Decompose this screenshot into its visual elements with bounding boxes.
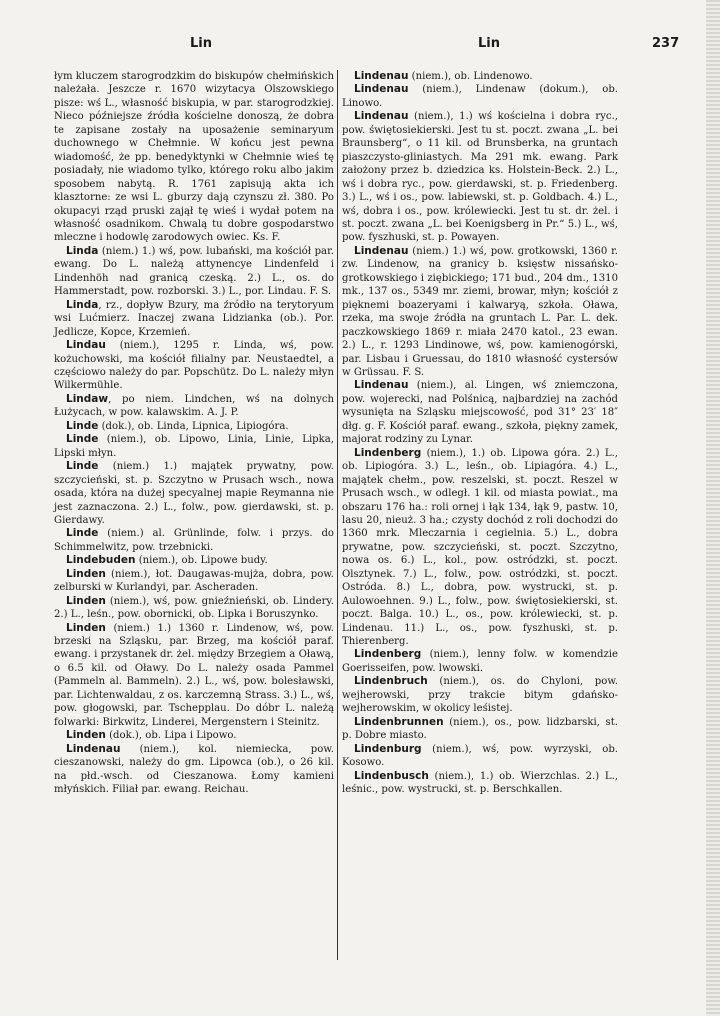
entry-text: (niem.) 1.) majątek prywatny, pow. szczycieński, st. p. Szczytno w Prusach wsch., nowa osada, która na dużej specyalnej mapie Reymanna nie jest zaznaczona. 2.) L., folw., pow. gierdawski, st. p. Gierdawy.: [54, 461, 334, 526]
entry-text: (niem.), ob. Lipowo, Linia, Linie, Lipka, Lipski młyn.: [54, 434, 334, 459]
dictionary-entry: [54, 339, 334, 393]
entry-text: (niem.) 1.) wś, pow. lubański, ma kościół par. ewang. Do L. należą attynencye Lindenfeld i Lindenhöh nad granicą czeską. 2.) L., os. do Hammerstadt, pow. rozborski. 3.) L., por. Lindau. F. S.: [54, 245, 334, 298]
entry-headword: Linde: [66, 460, 99, 473]
entry-text: , po niem. Lindchen, wś na dolnych Łużycach, w pow. kalawskim. A. J. P.: [54, 393, 334, 419]
entry-headword: Lindenau: [354, 110, 409, 123]
dictionary-entry: [54, 299, 334, 339]
dictionary-entry: [54, 729, 334, 742]
entry-headword: Lindau: [66, 339, 106, 352]
dictionary-entry: [54, 433, 334, 460]
entry-text: (dok.), ob. Linda, Lipnica, Lipiogóra.: [98, 420, 289, 432]
entry-headword: Lindenbusch: [354, 769, 429, 782]
dictionary-entry: [342, 447, 618, 649]
dictionary-entry: [342, 716, 618, 743]
entry-headword: Linden: [66, 567, 106, 580]
entry-headword: Linda: [66, 298, 99, 311]
dictionary-entry: [54, 743, 334, 797]
dictionary-entry: [54, 554, 334, 567]
entry-text: (niem.), al. Lingen, wś zniemczona, pow. wojerecki, nad Polśnicą, najbardziej na zachód wysunięta na Szląsku miejscowość, pod 31° 23′ 18″ dłg. g. F. Kościół paraf. ewang., szkoła, piękny zamek, majorat rodziny zu Lynar.: [342, 380, 618, 446]
header-center-word: Lin: [478, 36, 500, 51]
dictionary-entry: [54, 70, 334, 245]
entry-headword: Linda: [66, 244, 99, 257]
entry-text: (niem.), 1.) wś kościelna i dobra ryc., pow. świętosiekierski. Jest tu st. poczt. zwana „L. bei Braunsberg“, o 11 kil. od Brunsberka, na gruntach piaszczysto-gliniastych. Ma 291 mk. ewang. Park założony przez b. dziedzica ks. Holstein-Beck. 2.) L., wś i dobra ryc., pow. gierdawski, st. p. Friedenberg. 3.) L., wś i os., pow. labiewski, st. p. Goldbach. 4.) L., wś, dobra i os., pow. królewiecki. Jest tu st. dr. żel. i st. poczt. zwana „L. bei Koenigsberg in Pr.“ 5.) L., wś, pow. fyszhuski, st. p. Powayen.: [342, 111, 618, 244]
entry-headword: Lindenbrunnen: [354, 715, 444, 728]
entry-text: (niem.), os. do Chyloni, pow. wejherowski, przy trakcie bitym gdańsko-wejherowskim, w okolicy leśistej.: [342, 676, 618, 715]
entry-text: (niem.), kol. niemiecka, pow. cieszanowski, należy do gm. Lipowca (ob.), o 26 kil. na płd.-wsch. od Cieszanowa. Łomy kamieni młyńskich. Filiał par. ewang. Reichau.: [54, 743, 334, 796]
entry-text: (niem.), ob. Lindenowo.: [408, 71, 533, 82]
entry-text: (niem.) 1.) wś, pow. grotkowski, 1360 r. zw. Lindenow, na granicy b. księstw nissańsko-grotkowskiego i ziębickiego; 171 bud., 204 dm., 1310 mk., 137 os., 5349 mr. ziemi, browar, młyn; kościół z pięknemi boazeryami i kalwaryą, szkoła. Oława, rzeka, ma swoje źródła na gruntach L. Par. L. dek. paczkowskiego 1869 r. miała 2470 katol., 23 ewan. 2.) L., r. 1293 Lindinowe, wś, pow. kamienogórski, par. Lisbau i Gruessau, do 1810 własność cystersów w Grüssau. F. S.: [342, 245, 618, 378]
entry-headword: Lindenau: [354, 70, 409, 82]
entry-text: , rz., dopływ Bzury, ma źródło na terytoryum wsi Lućmierz. Inaczej zwana Lidzianka (ob.). Por. Jedlicze, Kopce, Krzemień.: [54, 299, 334, 338]
entry-headword: Lindenau: [66, 742, 121, 755]
page-number: 237: [652, 36, 680, 51]
dictionary-entry: [342, 245, 618, 380]
entry-text: (dok.), ob. Lipa i Lipowo.: [105, 730, 237, 742]
dictionary-entry: [342, 648, 618, 675]
entry-headword: Linden: [66, 621, 106, 634]
entry-headword: Linden: [66, 594, 106, 607]
page-edge-shadow: [706, 0, 720, 1016]
dictionary-entry: [342, 743, 618, 770]
dictionary-entry: [54, 420, 334, 433]
entry-text: (niem.), 1295 r. Linda, wś, pow. kożuchowski, ma kościół filialny par. Neustaedtel, a częściowo należy do par. Popschütz. Do L. należy młyn Wilkermühle.: [54, 340, 334, 392]
dictionary-entry: [342, 83, 618, 110]
dictionary-entry: [54, 460, 334, 527]
entry-text: (niem.), wś, pow. wyrzyski, ob. Kosowo.: [342, 743, 618, 769]
entry-text: (niem.), lenny folw. w komendzie Goerisseifen, pow. lwowski.: [342, 649, 618, 674]
entry-headword: Linde: [66, 433, 99, 446]
entry-headword: Lindenburg: [354, 742, 422, 755]
entry-headword: Linde: [66, 527, 99, 540]
left-column: [54, 70, 334, 796]
dictionary-entry: [54, 595, 334, 622]
entry-text: (niem.), os., pow. lidzbarski, st. p. Dobre miasto.: [342, 716, 618, 742]
entry-text: (niem.), ob. Lipowe budy.: [135, 555, 268, 567]
header-left-word: Lin: [190, 36, 212, 51]
entry-headword: Lindaw: [66, 392, 109, 405]
entry-headword: Lindenau: [354, 379, 409, 392]
dictionary-entry: [342, 770, 618, 797]
entry-headword: Linde: [66, 419, 99, 432]
entry-text: (niem.), 1.) ob. Wierzchlas. 2.) L., leśnic., pow. wystrucki, st. p. Berschkallen.: [342, 770, 618, 796]
entry-headword: Lindenau: [354, 244, 409, 257]
entry-text: (niem.) al. Grünlinde, folw. i przys. do Schimmelwitz, pow. trzebnicki.: [54, 528, 334, 553]
entry-headword: Lindebuden: [66, 554, 136, 567]
dictionary-entry: [54, 622, 334, 730]
dictionary-entry: [342, 110, 618, 245]
entry-text: łym kluczem starogrodzkim do biskupów chełmińskich należała. Jeszcze r. 1670 wizytacya Olszowskiego pisze: wś L., własność biskupia, w par. starogrodzkiej. Nieco późniejsze źródła kościelne donoszą, że dobra te zapisane zostały na uposażenie seminaryum duchownego w Chełmnie. W końcu jest pewna wiadomość, że pp. benedyktynki w Chełmnie wieś tę posiadały, nie wiadomo tylko, którego roku albo jakim sposobem nabytą. R. 1761 zapisują akta ich klasztorne: ze wsi L. gburzy dają czynszu zł. 380. Po okupacyi rząd pruski zajął tę wieś i wydał potem na własność osadnikom. Chwalą tu dobre gospodarstwo mleczne i hodowlę zarodowych owiec. Ks. F.: [54, 71, 334, 244]
dictionary-entry: [54, 245, 334, 299]
entry-text: (niem.), 1.) ob. Lipowa góra. 2.) L., ob. Lipiogóra. 3.) L., leśn., ob. Lipiagóra. 4.) L., majątek chełm., pow. reszelski, st. poczt. Reszel w Prusach wsch., w odległ. 1 kil. od miasta powiat., ma obszaru 176 ha.: roli ornej i łąk 134, łąk 9, pastw. 10, lasu 20, nieuż. 3 ha.; czysty dochód z roli dochodzi do 1360 mrk. Mleczarnia i cegielnia. 5.) L., dobra prywatne, pow. szczycieński, st. poczt. Szczytno, nowa os. 6.) L., kol., pow. ostródzki, st. poczt. Olsztynek. 7.) L., folw., pow. ostródzki, st. poczt. Ostróda. 8.) L., dobra, pow. wystrucki, st. p. Aulowoehnen. 9.) L., folw., pow. świętosiekierski, st. poczt. Balga. 10.) L., os., pow. królewiecki, st. p. Lindenau. 11.) L., os., pow. fyszhuski, st. p. Thierenberg.: [342, 447, 618, 648]
entry-headword: Lindenau: [354, 83, 409, 96]
entry-text: (niem.), łot. Daugawas-mujża, dobra, pow. zelburski w Kurlandyi, par. Ascheraden.: [54, 568, 334, 594]
entry-headword: Lindenberg: [354, 648, 422, 661]
entry-text: (niem.) 1.) 1360 r. Lindenow, wś, pow. brzeski na Szląsku, par. Brzeg, ma kościół paraf. ewang. i przystanek dr. żel. między Brzegiem a Oławą, o 6.5 kil. od Oławy. Do L. należy osada Pammel (Pammeln al. Bammeln). 2.) L., wś, pow. bolesławski, par. Lichtenwaldau, z os. karczemną Strass. 3.) L., wś, pow. głogowski, par. Tschepplau. Do dóbr L. należą folwarki: Birkwitz, Linderei, Mergenstern i Steinitz.: [54, 622, 334, 728]
dictionary-entry: [342, 379, 618, 446]
column-divider: [337, 70, 338, 960]
dictionary-entry: [54, 568, 334, 595]
entry-headword: Lindenberg: [354, 446, 422, 459]
dictionary-entry: [54, 393, 334, 420]
entry-text: (niem.), wś, pow. gnieźnieński, ob. Lindery. 2.) L., leśn., pow. obornicki, ob. Lipka i Boruszynko.: [54, 595, 334, 621]
right-column: [342, 70, 618, 796]
entry-headword: Linden: [66, 729, 106, 742]
dictionary-entry: [342, 675, 618, 715]
entry-text: (niem.), Lindenaw (dokum.), ob. Linowo.: [342, 84, 618, 109]
running-header: [60, 36, 680, 58]
dictionary-entry: [342, 70, 618, 83]
dictionary-entry: [54, 527, 334, 554]
entry-headword: Lindenbruch: [354, 675, 428, 688]
